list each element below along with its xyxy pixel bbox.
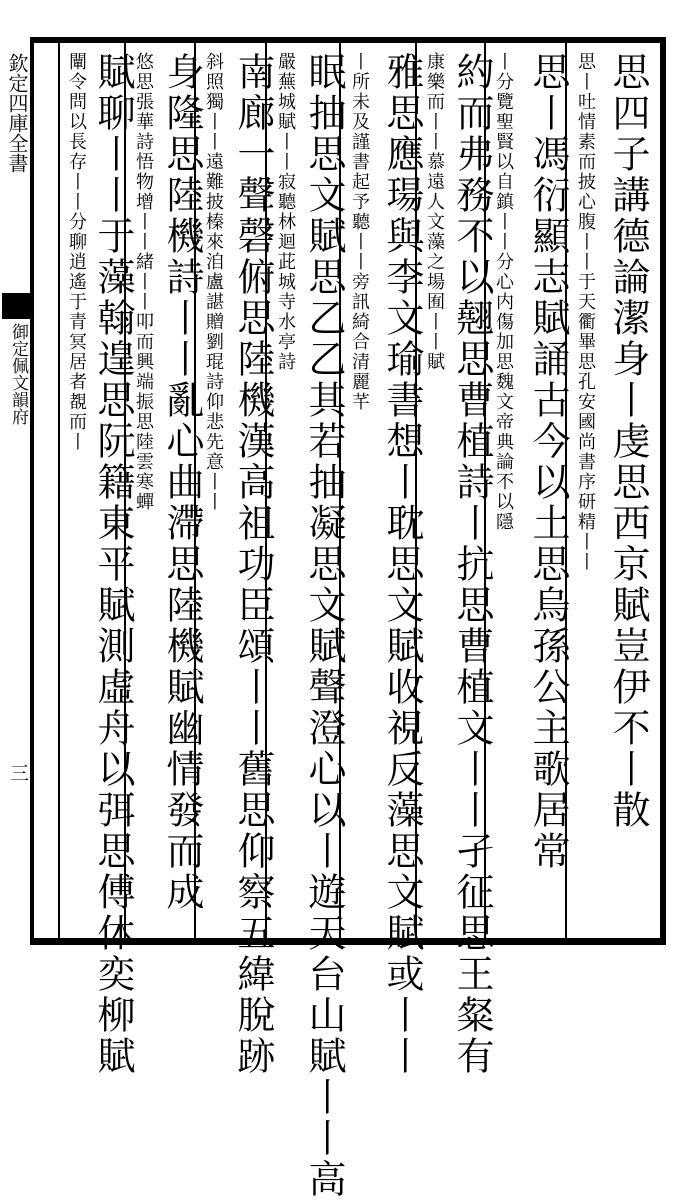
page-gutter — [0, 37, 30, 945]
text-column-14 — [133, 52, 153, 932]
text-column-8 — [349, 52, 369, 932]
text-column-5 — [450, 52, 494, 1077]
column-text: 雅思應瑒與李文瑜書想丨耽思文賦收視反藻思文賦或丨丨 — [380, 52, 424, 1077]
column-text: 思丨馮衍顯志賦誦古今以土思烏孫公主歌居常 — [526, 52, 570, 872]
column-text: 賦聊丨丨于藻翰遑思阮籍東平賦測虛舟以弭思傅休奕柳賦 — [91, 52, 135, 1077]
text-column-4 — [493, 52, 513, 932]
column-text: 闡令問以長存丨丨分聊逍遙于青冥居者覩而丨 — [66, 52, 87, 452]
column-text: 身隆思陸機詩丨丨亂心曲滯思陸機賦幽情發而成 — [160, 52, 204, 913]
column-text: 悠思張華詩悟物增丨丨緒丨丨叩而興端振思陸雲寒蟬 — [133, 52, 154, 512]
column-text: 康樂而丨丨慕遠人文藻之場囿丨丨賦 — [424, 52, 445, 372]
column-text: 嚴蕪城賦丨丨寂聽林迴茈城寺水亭詩 — [275, 52, 296, 372]
text-column-3 — [528, 52, 568, 932]
column-text: 眠抽思文賦思乙乙其若抽凝思文賦聲澄心以丨遊天台山賦丨丨高 — [302, 52, 346, 1200]
column-text: 南廊一聲磬俯思陸機漢高祖功臣頌丨丨舊思仰察五緯脫跡 — [231, 52, 275, 1077]
column-text: 丨所未及謹書起予聽丨丨旁訊綺合清麗芊 — [349, 52, 370, 412]
text-column-9 — [302, 52, 346, 1200]
text-column-16 — [66, 52, 86, 932]
frame-right-border — [660, 37, 666, 945]
column-text: 思四子講德論潔身丨虔思西京賦豈伊不丨散 — [606, 52, 650, 831]
text-column-2 — [575, 52, 595, 932]
gutter-page-number: 三 — [7, 763, 29, 782]
column-text: 思丨吐情素而披心腹丨丨于天衢畢思孔安國尚書序研精丨丨 — [575, 52, 596, 572]
text-column-6 — [424, 52, 444, 932]
column-text: 丨分覽聖賢以自鎮丨丨分心内傷加思魏文帝典論不以隱 — [493, 52, 514, 532]
text-column-7 — [380, 52, 424, 1077]
text-column-15 — [91, 52, 135, 1077]
text-column-11 — [231, 52, 275, 1077]
column-text: 斜照獨丨丨遠難披榛來洎盧諶贈劉琨詩仰悲先意丨丨 — [203, 52, 224, 512]
text-column-10 — [275, 52, 295, 932]
gutter-book-title: 欽定四庫全書 — [5, 53, 29, 173]
frame-left-border — [30, 37, 34, 945]
fishtail-mark — [2, 293, 30, 319]
text-column-13 — [162, 52, 202, 932]
column-rule — [58, 43, 60, 938]
column-text: 約而弗務不以翹思曹植詩丨抗思曹植文丨丨孑征思王粲有 — [450, 52, 494, 1077]
text-column-1 — [608, 52, 648, 932]
gutter-volume-title: 御定佩文韻府 — [8, 323, 28, 425]
text-column-12 — [203, 52, 223, 932]
